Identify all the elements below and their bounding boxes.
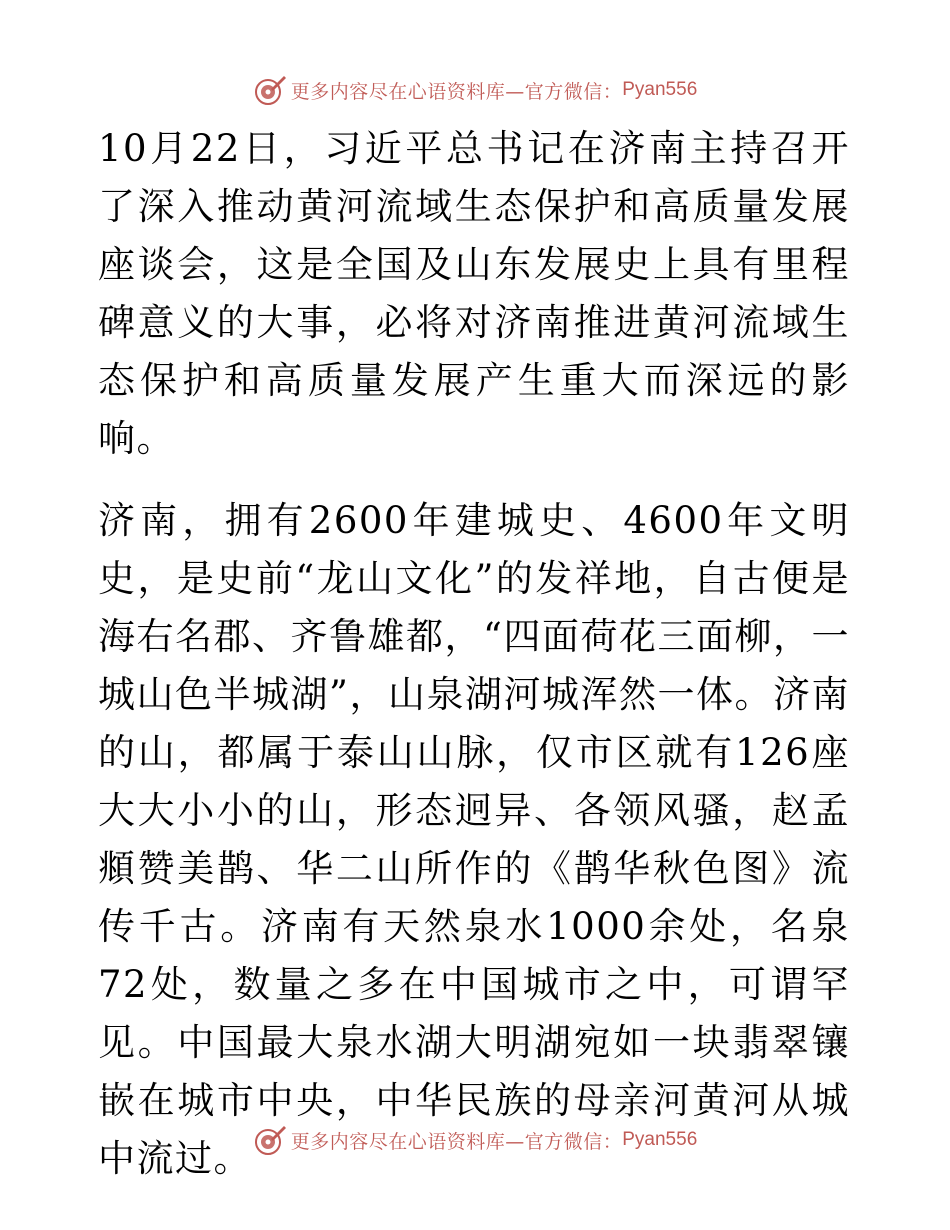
paragraph-1: 10月22日，习近平总书记在济南主持召开了深入推动黄河流域生态保护和高质量发展座谈会，这是全国及山东发展史上具有里程碑意义的大事，必将对济南推进黄河流域生态保护和高质量发展产生重大而深远的影响。 — [98, 127, 850, 460]
pen-logo-icon — [253, 73, 287, 107]
pen-logo-icon — [253, 1123, 287, 1157]
footer-watermark — [0, 1120, 950, 1160]
watermark-account: Pyan556 — [622, 79, 698, 100]
watermark-text: 更多内容尽在心语资料库—官方微信： — [290, 1130, 623, 1153]
header-watermark — [0, 70, 950, 110]
paragraph-2: 济南，拥有2600年建城史、4600年文明史，是史前“龙山文化”的发祥地，自古便是海右名郡、齐鲁雄都，“四面荷花三面柳，一城山色半城湖”，山泉湖河城浑然一体。济南的山，都属于泰山山脉，仅市区就有126座大大小小的山，形态迥异、各领风骚，赵孟頫赞美鹊、华二山所作的《鹊华秋色图》流传千古。济南有天然泉水1000余处，名泉72处，数量之多在中国城市之中，可谓罕见。中国最大泉水湖大明湖宛如一块翡翠镶嵌在城市中央，中华民族的母亲河黄河从城中流过。 — [98, 499, 850, 1180]
watermark-text: 更多内容尽在心语资料库—官方微信： — [290, 80, 623, 103]
watermark-account: Pyan556 — [622, 1129, 698, 1150]
document-body — [98, 120, 850, 1192]
